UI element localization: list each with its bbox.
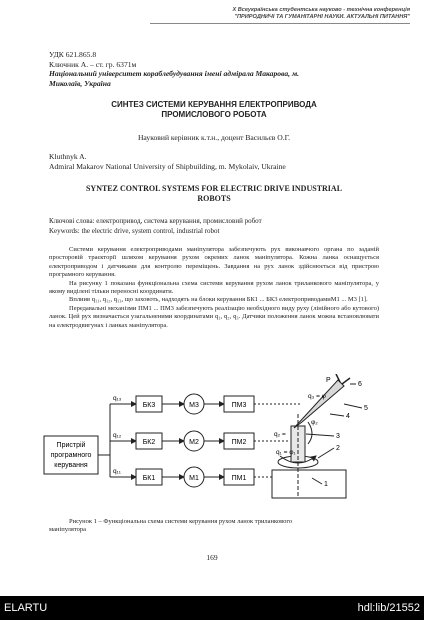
supervisor-block bbox=[49, 133, 379, 143]
body-text bbox=[49, 246, 379, 330]
functional-diagram-figure bbox=[40, 374, 380, 504]
control-device-label-1: Пристрій bbox=[56, 442, 86, 449]
callout-4: 4 bbox=[346, 413, 350, 420]
keywords-block bbox=[49, 217, 379, 236]
caption-line-2: маніпулятора bbox=[49, 526, 87, 534]
page-number: 169 bbox=[206, 553, 218, 562]
input-q12: q₁₂ bbox=[113, 432, 122, 439]
row-3 bbox=[110, 394, 302, 414]
control-device-label-2: програмного bbox=[50, 452, 92, 459]
affiliation-en: Admiral Makarov National University of Shipbuilding, m. Mykolaiv, Ukraine bbox=[49, 161, 286, 171]
keywords-uk: Ключові слова: електропривод, система керування, промисловий робот bbox=[49, 217, 262, 225]
keywords-en: Keywords: the electric drive, system control, industrial robot bbox=[49, 226, 220, 235]
title-uk-line-1: СИНТЕЗ СИСТЕМИ КЕРУВАННЯ ЕЛЕКТРОПРИВОДА bbox=[111, 100, 317, 109]
supervisor: Науковий керівник к.т.н., доцент Васильєв О.Г. bbox=[137, 133, 291, 142]
row-2 bbox=[110, 431, 290, 451]
control-device-label-3: керування bbox=[54, 462, 88, 469]
pm1-label: ПМ1 bbox=[231, 475, 247, 482]
m3-label: М3 bbox=[189, 402, 199, 409]
m1-label: М1 bbox=[189, 475, 199, 482]
title-uk-line-2: ПРОМИСЛОВОГО РОБОТА bbox=[161, 110, 267, 119]
paragraph-1: Системи керування електроприводами маніпулятора забезпечують рух виконавчого органа по заданій просторовій траєкторії шляхом керування рухом окремих ланок маніпулятора. Кожна ланка оснащується електроприводом і датчиками для контролю переміщень. Завдання на рух ланок здійснюється від пристрою програмного керування. bbox=[49, 246, 379, 279]
robot-gripper-2 bbox=[342, 378, 350, 384]
callout-6: 6 bbox=[358, 381, 362, 388]
repository-footer-bar bbox=[0, 596, 424, 620]
english-meta bbox=[49, 152, 379, 171]
pm3-label: ПМ3 bbox=[231, 402, 247, 409]
row-1 bbox=[110, 467, 278, 487]
footer-right-handle[interactable]: hdl:lib/21552 bbox=[357, 602, 420, 614]
callout-3: 3 bbox=[336, 433, 340, 440]
udc-code: УДК 621.865.8 bbox=[49, 50, 97, 59]
figure-caption bbox=[49, 518, 379, 535]
caption-line-1: Рисунок 1 – Функціональна схема системи керування рухом ланок триланкового bbox=[69, 518, 293, 525]
affiliation-uk-line-1: Національний університет кораблебудування імені адмірала Макарова, м. bbox=[49, 69, 300, 79]
author-en: Kluthnyk A. bbox=[49, 152, 87, 161]
paragraph-2: На рисунку 1 показана функціональна схема системи керування рухом ланок триланкового маніпулятора, у якому виділені тільки переносні координати. bbox=[49, 279, 379, 296]
coord-q1: q₁ = φ₁ bbox=[276, 449, 296, 456]
robot-arm bbox=[294, 380, 344, 428]
callout-1: 1 bbox=[324, 481, 328, 488]
coord-q2: q₂ = bbox=[274, 431, 286, 438]
input-q13: q₁₃ bbox=[113, 395, 122, 402]
bk3-label: БК3 bbox=[142, 402, 156, 409]
coord-q3: q₃ = φ bbox=[308, 393, 326, 400]
m2-label: М2 bbox=[189, 439, 199, 446]
input-q11: q₁₁ bbox=[113, 468, 122, 475]
point-p-label: P bbox=[326, 377, 331, 384]
robot-base bbox=[272, 470, 346, 498]
header-divider bbox=[150, 23, 410, 24]
affiliation-uk-line-2: Миколаїв, Україна bbox=[49, 78, 111, 88]
header-line-2: "ПРИРОДНИЧІ ТА ГУМАНІТАРНІ НАУКИ. АКТУАЛЬНІ ПИТАННЯ" bbox=[234, 14, 410, 20]
callout-5: 5 bbox=[364, 405, 368, 412]
title-uk bbox=[49, 100, 379, 120]
paragraph-3: Вплиив q₁₁, q₁₂, q₁₃, що заховоть, надходять на блоки керування БК1 ... БК3 електроприводамиМ1 ... М3 [1]. bbox=[69, 296, 368, 304]
paragraph-4: Передавальні механізми ПМ1 ... ПМ3 забезпечують реалізацію необхідного виду руху (лінійного або кутового) ланок. Цей рух визначається узагальненими координатами q₁, q₂, q₃. Датчики положення ланок можна встановлювати на електродвигунах і ланках маніпулятора. bbox=[49, 304, 379, 329]
title-en-line-2: ROBOTS bbox=[197, 194, 231, 203]
bk1-label: БК1 bbox=[142, 475, 156, 482]
footer-left-label: ELARTU bbox=[4, 602, 48, 614]
coord-phi2: φ₂ bbox=[311, 419, 318, 426]
callout-2: 2 bbox=[336, 445, 340, 452]
title-en bbox=[49, 184, 379, 204]
bk2-label: БК2 bbox=[142, 439, 156, 446]
conference-header bbox=[150, 7, 410, 21]
author-uk: Ключник А. – ст. гр. 6371м bbox=[49, 59, 137, 69]
pm2-label: ПМ2 bbox=[231, 439, 247, 446]
header-line-1: X Всеукраїнська студентська науково - технічна конференція bbox=[232, 7, 410, 13]
title-en-line-1: SYNTEZ CONTROL SYSTEMS FOR ELECTRIC DRIVE INDUSTRIAL bbox=[85, 184, 343, 193]
meta-block bbox=[49, 50, 379, 88]
